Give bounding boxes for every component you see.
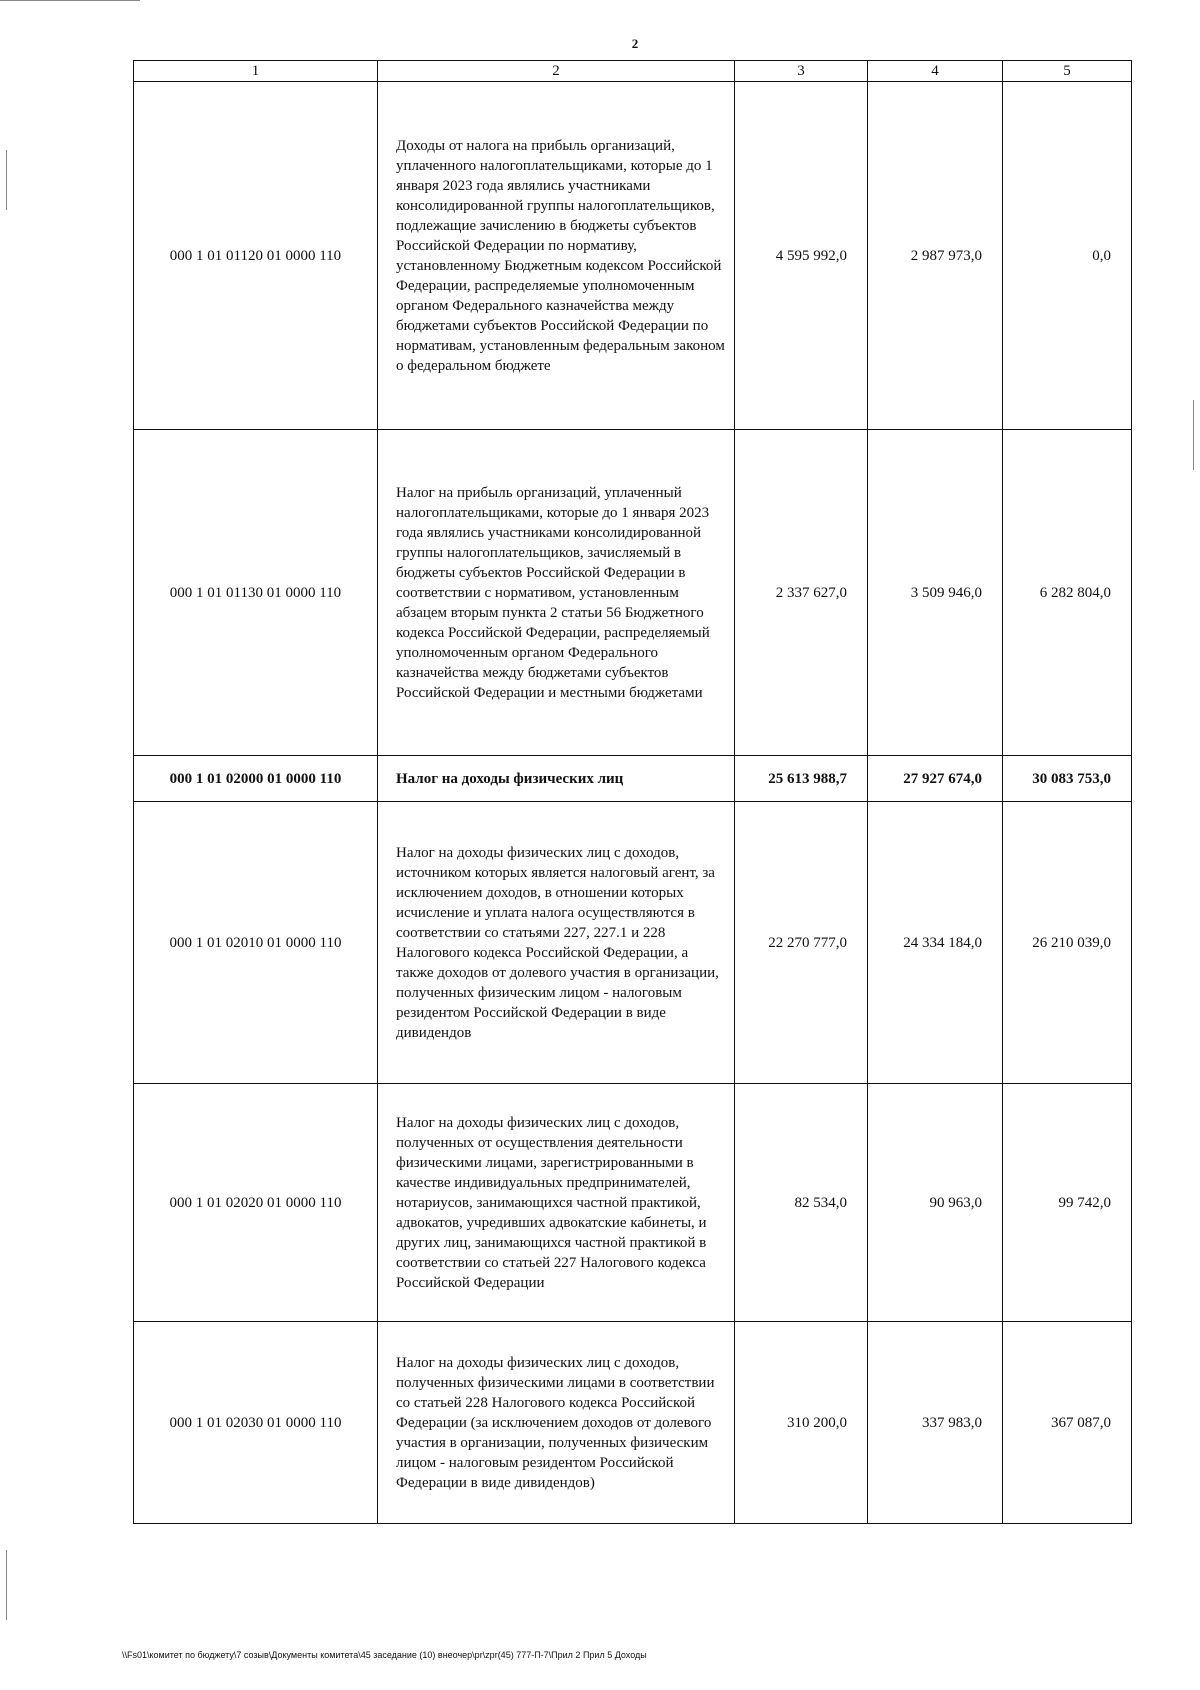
scan-edge-mark [0,0,140,1]
amount-col3: 4 595 992,0 [735,82,868,430]
revenue-description: Налог на прибыль организаций, уплаченный налогоплательщиками, которые до 1 января 2023 года являлись участниками консолидированной группы налогоплательщиков, зачисляемый в бюджеты субъектов Российской Федерации в соответствии с нормативом, установленным абзацем вторым пункта 2 статьи 56 Бюджетного кодекса Российской Федерации, распределяемый уполномоченным органом Федерального казначейства между бюджетами субъектов Российской Федерации и местными бюджетами [378,430,735,756]
column-number-5: 5 [1003,61,1132,82]
amount-col4: 90 963,0 [868,1084,1003,1322]
amount-col3: 22 270 777,0 [735,802,868,1084]
scan-edge-mark [1193,400,1194,470]
revenue-description: Налог на доходы физических лиц с доходов, полученных физическими лицами в соответствии со статьей 228 Налогового кодекса Российской Федерации (за исключением доходов от долевого участия в организации, полученных физическим лицом - налоговым резидентом Российской Федерации в виде дивидендов) [378,1322,735,1524]
amount-col3: 2 337 627,0 [735,430,868,756]
table-row [134,430,1132,756]
budget-code: 000 1 01 02030 01 0000 110 [134,1322,378,1524]
revenue-description: Налог на доходы физических лиц с доходов, источником которых является налоговый агент, за исключением доходов, в отношении которых исчисление и уплата налога осуществляются в соответствии со статьями 227, 227.1 и 228 Налогового кодекса Российской Федерации, а также доходов от долевого участия в организации, полученных физическим лицом - налоговым резидентом Российской Федерации в виде дивидендов [378,802,735,1084]
amount-col5: 26 210 039,0 [1003,802,1132,1084]
revenue-table [133,60,1132,1524]
amount-col5: 99 742,0 [1003,1084,1132,1322]
budget-code: 000 1 01 01130 01 0000 110 [134,430,378,756]
revenue-description: Доходы от налога на прибыль организаций, уплаченного налогоплательщиками, которые до 1 января 2023 года являлись участниками консолидированной группы налогоплательщиков, подлежащие зачислению в бюджеты субъектов Российской Федерации по нормативу, установленному Бюджетным кодексом Российской Федерации, распределяемые уполномоченным органом Федерального казначейства между бюджетами субъектов Российской Федерации по нормативам, установленным федеральным законом о федеральном бюджете [378,82,735,430]
table-row [134,1084,1132,1322]
amount-col4: 24 334 184,0 [868,802,1003,1084]
budget-code: 000 1 01 02020 01 0000 110 [134,1084,378,1322]
table-row [134,1322,1132,1524]
table-row [134,82,1132,430]
column-number-4: 4 [868,61,1003,82]
amount-col5: 6 282 804,0 [1003,430,1132,756]
column-number-3: 3 [735,61,868,82]
scan-edge-mark [6,1550,7,1620]
budget-code: 000 1 01 02000 01 0000 110 [134,756,378,802]
amount-col5: 30 083 753,0 [1003,756,1132,802]
amount-col4: 337 983,0 [868,1322,1003,1524]
amount-col3: 310 200,0 [735,1322,868,1524]
budget-code: 000 1 01 01120 01 0000 110 [134,82,378,430]
amount-col4: 27 927 674,0 [868,756,1003,802]
file-path-footer: \\Fs01\комитет по бюджету\7 созыв\Документы комитета\45 заседание (10) внеочер\pr\zpr(45) 777-П-7\Прил 2 Прил 5 Доходы [122,1650,647,1660]
amount-col5: 0,0 [1003,82,1132,430]
page-number: 2 [631,36,639,51]
amount-col4: 2 987 973,0 [868,82,1003,430]
table-row-total [134,756,1132,802]
amount-col3: 82 534,0 [735,1084,868,1322]
table-row [134,802,1132,1084]
column-number-2: 2 [378,61,735,82]
amount-col5: 367 087,0 [1003,1322,1132,1524]
column-number-1: 1 [134,61,378,82]
column-number-row [134,61,1132,82]
revenue-description: Налог на доходы физических лиц [378,756,735,802]
amount-col4: 3 509 946,0 [868,430,1003,756]
scan-edge-mark [6,150,7,210]
revenue-description: Налог на доходы физических лиц с доходов, полученных от осуществления деятельности физическими лицами, зарегистрированными в качестве индивидуальных предпринимателей, нотариусов, занимающихся частной практикой, адвокатов, учредивших адвокатские кабинеты, и других лиц, занимающихся частной практикой в соответствии со статьей 227 Налогового кодекса Российской Федерации [378,1084,735,1322]
budget-code: 000 1 01 02010 01 0000 110 [134,802,378,1084]
amount-col3: 25 613 988,7 [735,756,868,802]
